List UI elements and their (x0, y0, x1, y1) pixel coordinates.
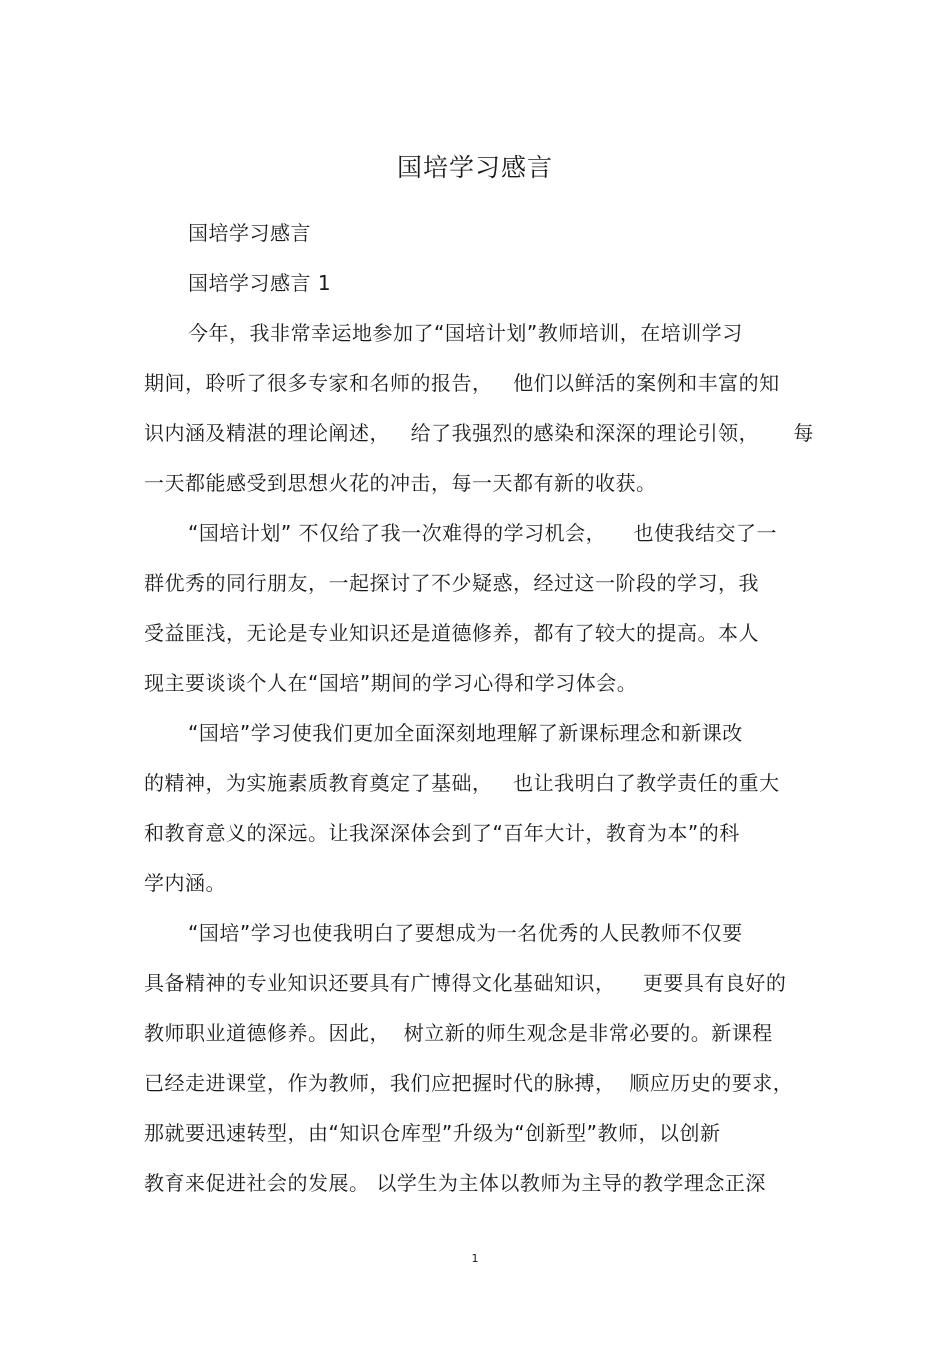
paragraph-2-line-2: 群优秀的同行朋友，一起探讨了不少疑惑，经过这一阶段的学习，我 (144, 571, 759, 595)
paragraph-3-line-4: 学内涵。 (144, 871, 226, 895)
paragraph-4-line-3: 教师职业道德修养。因此， 树立新的师生观念是非常必要的。新课程 (144, 1021, 773, 1045)
paragraph-1-line-4: 一天都能感受到思想火花的冲击，每一天都有新的收获。 (144, 471, 657, 495)
paragraph-1-line-1: 今年，我非常幸运地参加了“国培计划”教师培训，在培训学习 (188, 321, 743, 345)
paragraph-4-line-4: 已经走进课堂，作为教师，我们应把握时代的脉搏， 顺应历史的要求， (144, 1071, 794, 1095)
page-number: 1 (471, 1252, 479, 1265)
paragraph-4-line-2: 具备精神的专业知识还要具有广博得文化基础知识， 更要具有良好的 (144, 971, 787, 995)
paragraph-3-line-1: “国培”学习使我们更加全面深刻地理解了新课标理念和新课改 (188, 721, 743, 745)
paragraph-4-line-6: 教育来促进社会的发展。 以学生为主体以教师为主导的教学理念正深 (144, 1171, 766, 1195)
subtitle-line: 国培学习感言 (188, 221, 311, 245)
paragraph-1-line-2: 期间，聆听了很多专家和名师的报告， 他们以鲜活的案例和丰富的知 (144, 371, 780, 395)
paragraph-1-line-3: 识内涵及精湛的理论阐述， 给了我强烈的感染和深深的理论引领， 每 (144, 421, 814, 445)
paragraph-2-line-3: 受益匪浅，无论是专业知识还是道德修养，都有了较大的提高。本人 (144, 621, 759, 645)
section-heading: 国培学习感言 1 (188, 271, 332, 295)
paragraph-4-line-1: “国培”学习也使我明白了要想成为一名优秀的人民教师不仅要 (188, 921, 743, 945)
document-title: 国培学习感言 (396, 153, 553, 182)
paragraph-2-line-1: “国培计划” 不仅给了我一次难得的学习机会， 也使我结交了一 (188, 521, 778, 545)
paragraph-3-line-3: 和教育意义的深远。让我深深体会到了“百年大计，教育为本”的科 (144, 821, 740, 845)
paragraph-3-line-2: 的精神，为实施素质教育奠定了基础， 也让我明白了教学责任的重大 (144, 771, 780, 795)
paragraph-4-line-5: 那就要迅速转型，由“知识仓库型”升级为“创新型”教师，以创新 (144, 1121, 721, 1145)
paragraph-2-line-4: 现主要谈谈个人在“国培”期间的学习心得和学习体会。 (144, 671, 638, 695)
